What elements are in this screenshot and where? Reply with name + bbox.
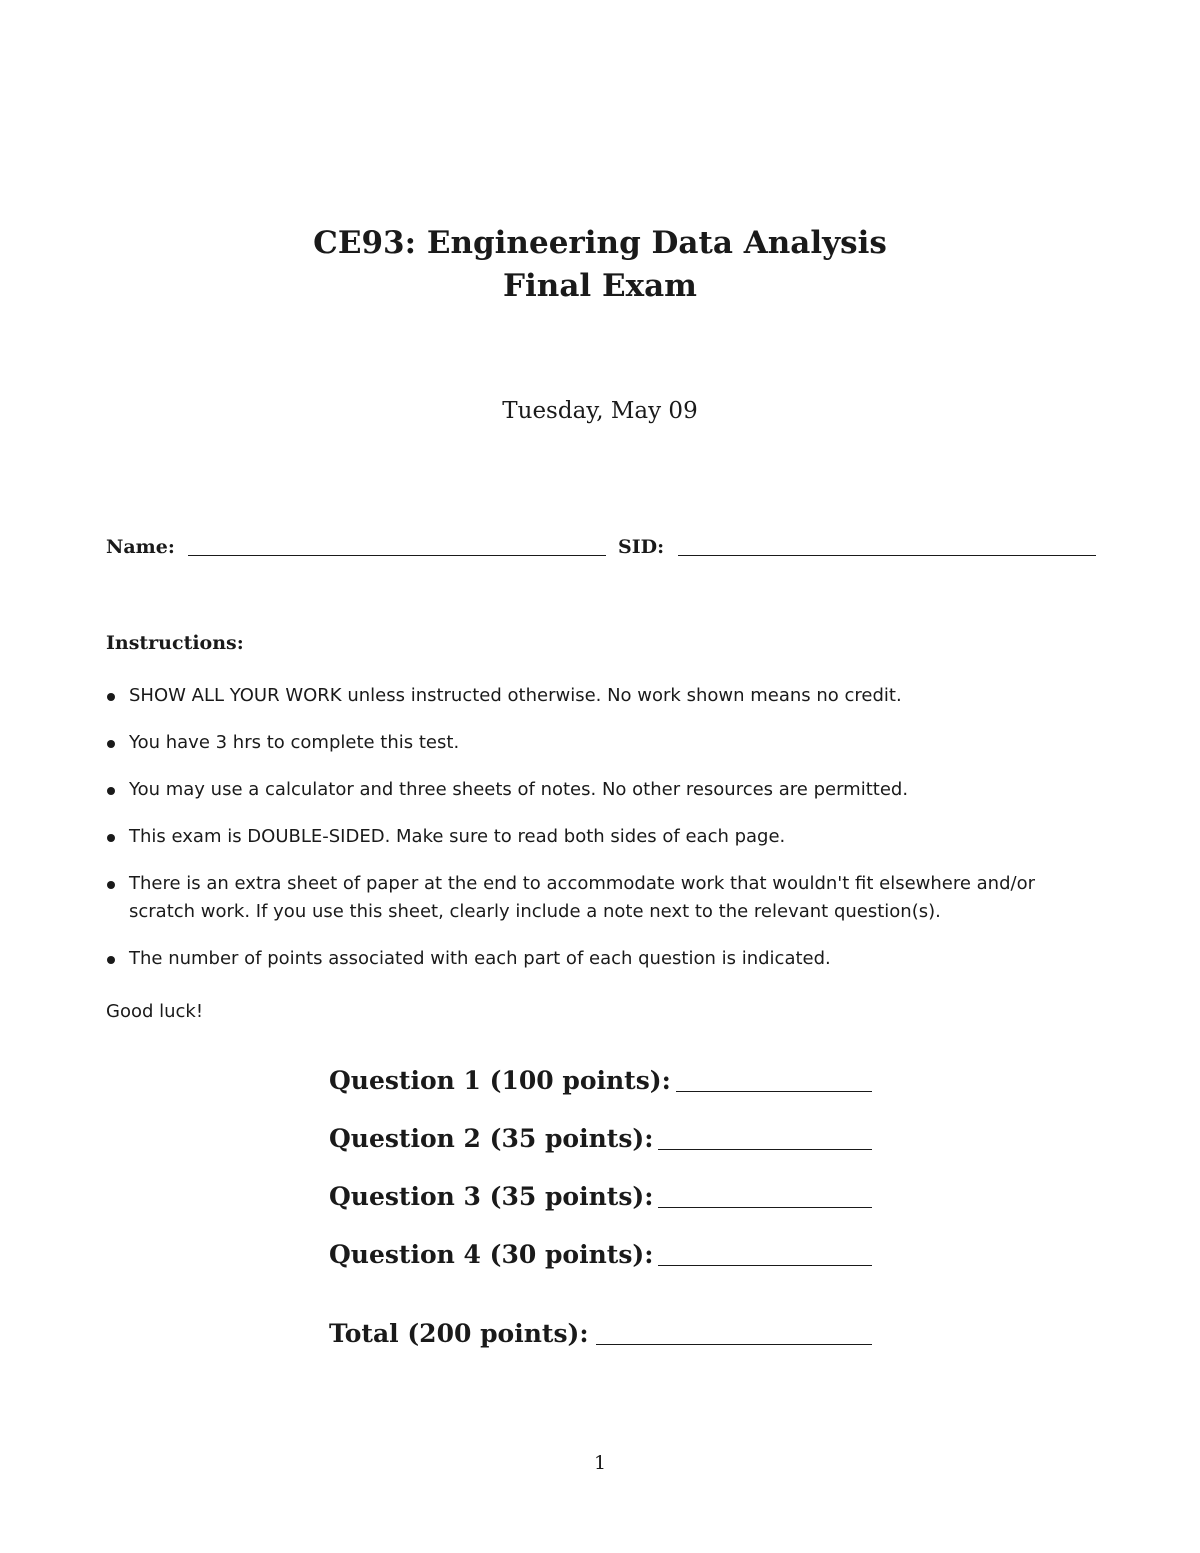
bullet-icon <box>107 693 115 701</box>
sid-blank-line[interactable] <box>678 554 1096 556</box>
score-blank-line[interactable] <box>658 1148 872 1150</box>
bullet-icon <box>107 740 115 748</box>
score-row-question-2 <box>329 1122 874 1158</box>
list-item <box>106 945 1096 973</box>
course-title: CE93: Engineering Data Analysis <box>313 225 887 261</box>
list-item <box>106 729 1096 757</box>
score-label: Question 1 (100 points): <box>329 1066 671 1095</box>
list-item-text: The number of points associated with each part of each question is indicated. <box>129 948 831 969</box>
list-item-text: You have 3 hrs to complete this test. <box>129 732 460 753</box>
instructions-list <box>106 682 1096 992</box>
bullet-icon <box>107 956 115 964</box>
score-blank-line[interactable] <box>658 1206 872 1208</box>
page-number: 1 <box>593 1452 607 1474</box>
name-blank-line[interactable] <box>188 554 606 556</box>
name-label: Name: <box>106 536 175 558</box>
list-item <box>106 776 1096 804</box>
score-label: Question 4 (30 points): <box>329 1240 654 1269</box>
good-luck-text: Good luck! <box>106 1001 204 1022</box>
list-item <box>106 682 1096 710</box>
list-item <box>106 823 1096 851</box>
sid-label: SID: <box>618 536 665 558</box>
name-field[interactable] <box>106 534 606 564</box>
score-blank-line[interactable] <box>658 1264 872 1266</box>
score-blank-line[interactable] <box>676 1090 872 1092</box>
score-row-question-1 <box>329 1064 874 1100</box>
score-row-total <box>329 1317 874 1353</box>
total-blank-line[interactable] <box>596 1343 872 1345</box>
score-row-question-4 <box>329 1238 874 1274</box>
list-item-text: SHOW ALL YOUR WORK unless instructed otherwise. No work shown means no credit. <box>129 685 902 706</box>
total-label: Total (200 points): <box>329 1319 589 1348</box>
exam-date: Tuesday, May 09 <box>502 398 698 424</box>
list-item <box>106 870 1096 926</box>
score-label: Question 2 (35 points): <box>329 1124 654 1153</box>
list-item-text: You may use a calculator and three sheets of notes. No other resources are permitted. <box>129 779 909 800</box>
sid-field[interactable] <box>618 534 1096 564</box>
bullet-icon <box>107 787 115 795</box>
score-label: Question 3 (35 points): <box>329 1182 654 1211</box>
bullet-icon <box>107 834 115 842</box>
list-item-text: This exam is DOUBLE-SIDED. Make sure to read both sides of each page. <box>129 826 786 847</box>
instructions-heading: Instructions: <box>106 632 244 654</box>
score-row-question-3 <box>329 1180 874 1216</box>
bullet-icon <box>107 881 115 889</box>
list-item-text: There is an extra sheet of paper at the end to accommodate work that wouldn't fit elsewhere and/or scratch work. If you use this sheet, clearly include a note next to the relevant question(s). <box>129 873 1035 922</box>
exam-title: Final Exam <box>503 268 697 304</box>
